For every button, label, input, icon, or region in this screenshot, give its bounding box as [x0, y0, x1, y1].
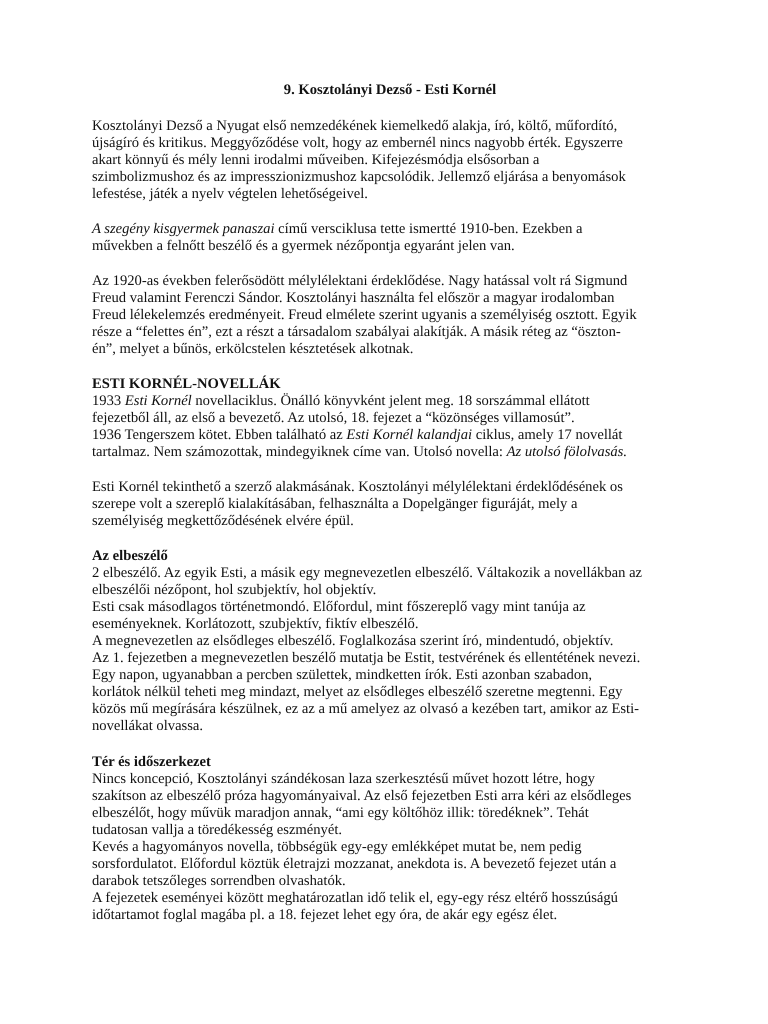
text-line: Freud lélekelemzés eredményeit. Freud elmélete szerint ugyanis a személyiség osztott. Egyik [92, 307, 637, 323]
text-line: újságíró és kritikus. Meggyőződése volt, hogy az embernél nincs nagyobb érték. Egyszerre [92, 135, 623, 151]
document-page [92, 82, 688, 924]
text-line: szakítson az elbeszélő próza hagyományaival. Az első fejezetben Esti arra kéri az elsődleges [92, 788, 632, 804]
text-line: közös mű megírására készülnek, ez az a mű amelyez az olvasó a kezében tart, amikor az Esti- [92, 701, 640, 717]
italic-title: Esti Kornél kalandjai [346, 427, 473, 443]
text-line: Egy napon, ugyanabban a percben születtek, mindketten írók. Esti azonban szabadon, [92, 667, 593, 683]
text-run: 1933 [92, 393, 125, 409]
italic-title: Az utolsó fölolvasás. [506, 444, 627, 460]
text-line: személyiség megkettőződésének elvére épül. [92, 513, 354, 529]
text-run: című versciklusa tette ismertté 1910-ben. Ezekben a [274, 221, 583, 237]
text-line: elbeszélői nézőpont, hol szubjektív, hol objektív. [92, 582, 377, 598]
text-line: fejezetből áll, az első a bevezető. Az utolsó, 18. fejezet a “közönséges villamosút”. [92, 410, 575, 426]
text-line: Freud valamint Ferenczi Sándor. Kosztolányi használta fel először a magyar irodalomban [92, 290, 615, 306]
text-run: ciklus, amely 17 novellát [472, 427, 623, 443]
text-line: korlátok nélkül teheti meg mindazt, melyet az elsődleges elbeszélő szeretne megtenni. Egy [92, 684, 623, 700]
text-run: 1936 Tengerszem kötet. Ebben található az [92, 427, 347, 443]
intro-paragraph [92, 118, 688, 203]
novellak-section [92, 376, 688, 461]
text-line [92, 444, 688, 461]
elbeszelo-section [92, 548, 688, 735]
document-title: 9. Kosztolányi Dezső - Esti Kornél [283, 82, 497, 98]
text-line: Az 1. fejezetben a megnevezetlen beszélő mutatja be Estit, testvérének és ellentétének nevezi. [92, 650, 641, 666]
freud-paragraph [92, 273, 688, 358]
text-line: A fejezetek eseményei között meghatározatlan idő telik el, egy-egy rész eltérő hosszúságú [92, 890, 618, 906]
text-line: akart könnyű és mély lenni irodalmi műveiben. Kifejezésmódja elsősorban a [92, 152, 540, 168]
text-line: eseményeknek. Korlátozott, szubjektív, fiktív elbeszélő. [92, 616, 419, 632]
text-line: novellákat olvassa. [92, 718, 204, 734]
text-line: én”, melyet a bűnös, erkölcstelen késztetések alkotnak. [92, 341, 414, 357]
italic-title: A szegény kisgyermek panaszai [92, 221, 275, 237]
text-line: Esti Kornél tekinthető a szerző alakmásának. Kosztolányi mélylélektani érdeklődésének os [92, 479, 623, 495]
section-heading: ESTI KORNÉL-NOVELLÁK [92, 376, 281, 392]
text-line: szimbolizmushoz és az impresszionizmushoz kapcsolódik. Jellemző eljárása a benyomások [92, 169, 626, 185]
text-line: tudatosan vallja a töredékesség eszményét. [92, 822, 343, 838]
ter-section [92, 754, 688, 924]
text-line: A megnevezetlen az elsődleges elbeszélő. Foglalkozása szerint író, mindentudó, objektív. [92, 633, 614, 649]
szegeny-paragraph [92, 221, 688, 255]
text-line: Az 1920-as években felerősödött mélylélektani érdeklődése. Nagy hatással volt rá Sigmund [92, 273, 628, 289]
text-line: sorsfordulatot. Előfordul köztük életrajzi mozzanat, anekdota is. A bevezető fejezet után a [92, 856, 617, 872]
text-line: Esti csak másodlagos történetmondó. Előfordul, mint főszereplő vagy mint tanúja az [92, 599, 586, 615]
text-line: Kevés a hagyományos novella, többségük egy-egy emlékképet mutat be, nem pedig [92, 839, 582, 855]
italic-title: Esti Kornél [124, 393, 192, 409]
section-heading: Tér és időszerkezet [92, 754, 211, 770]
text-line: Nincs koncepció, Kosztolányi szándékosan laza szerkesztésű művet hozott létre, hogy [92, 771, 595, 787]
text-line [92, 427, 688, 444]
text-run: novellaciklus. Önálló könyvként jelent meg. 18 sorszámmal ellátott [191, 393, 590, 409]
text-line: időtartamot foglal magába pl. a 18. fejezet lehet egy óra, de akár egy egész élet. [92, 907, 558, 923]
text-line: Kosztolányi Dezső a Nyugat első nemzedékének kiemelkedő alakja, író, költő, műfordító, [92, 118, 618, 134]
text-line: 2 elbeszélő. Az egyik Esti, a másik egy megnevezetlen elbeszélő. Váltakozik a novellákban az [92, 565, 643, 581]
text-line: elbeszélőt, hogy művük maradjon annak, “ami egy költőhöz illik: töredéknek”. Tehát [92, 805, 589, 821]
text-line: része a “felettes én”, ezt a részt a társadalom szabályai alakítják. A másik réteg az “öszton- [92, 324, 621, 340]
text-line [92, 393, 688, 410]
text-line: darabok tetszőleges sorrendben olvashatók. [92, 873, 346, 889]
text-run: tartalmaz. Nem számozottak, mindegyiknek címe van. Utolsó novella: [92, 444, 507, 460]
alakmas-paragraph [92, 479, 688, 530]
text-line: lefestése, játék a nyelv végtelen lehetőségeivel. [92, 186, 368, 202]
section-heading: Az elbeszélő [92, 548, 168, 564]
text-line: szerepe volt a szereplő kialakításában, felhasználta a Dopelgänger figuráját, mely a [92, 496, 578, 512]
text-line: művekben a felnőtt beszélő és a gyermek nézőpontja egyaránt jelen van. [92, 238, 515, 254]
text-line [92, 221, 688, 238]
